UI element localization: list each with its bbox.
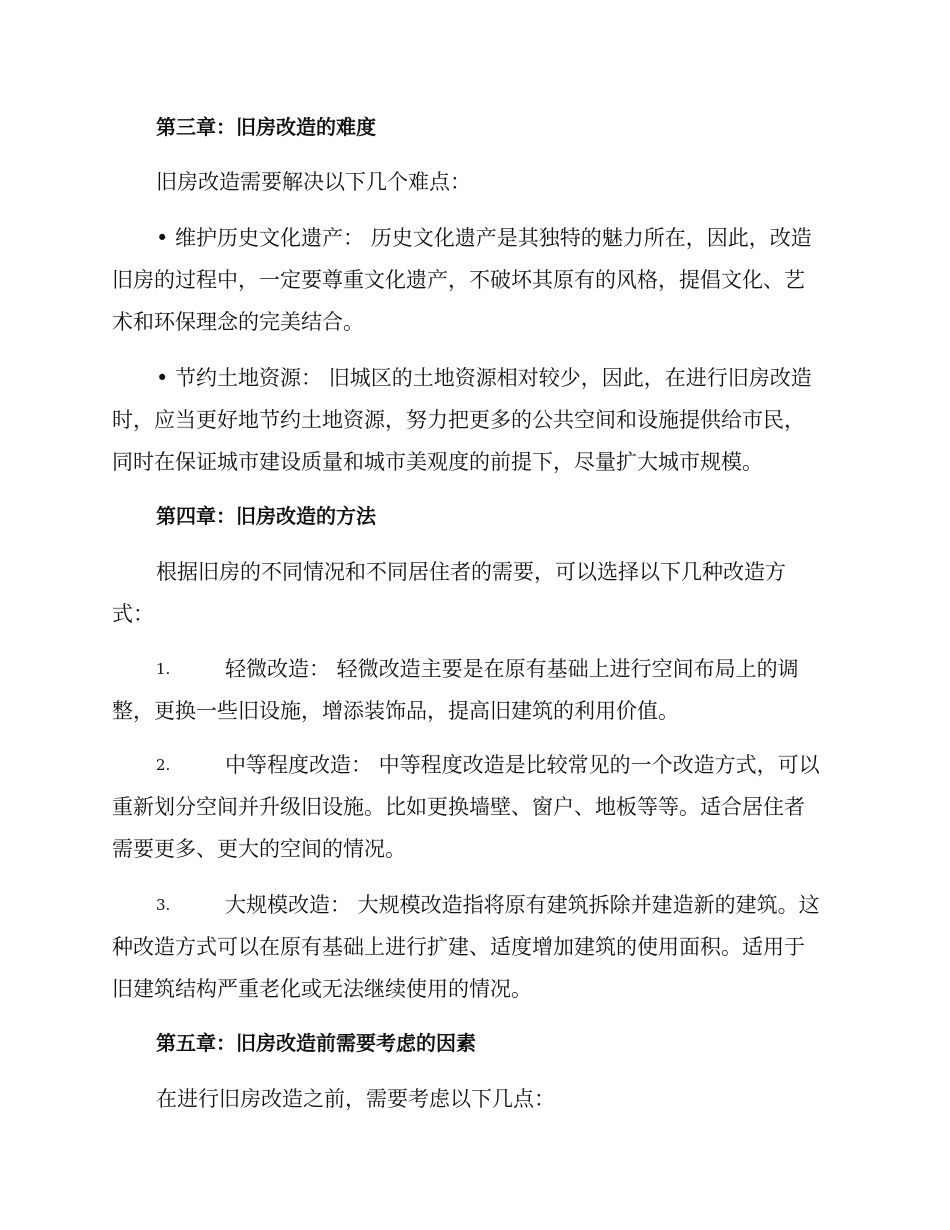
list-item-1-line-1: 轻微改造： 轻微改造主要是在原有基础上进行空间布局上的调 xyxy=(225,657,799,681)
list-item-3-line-1: 大规模改造： 大规模改造指将原有建筑拆除并建造新的建筑。这 xyxy=(225,893,820,917)
chapter-3-intro: 旧房改造需要解决以下几个难点： xyxy=(156,170,471,194)
chapter-5-heading: 第五章：旧房改造前需要考虑的因素 xyxy=(156,1031,476,1055)
chapter-3-bullet-1-line-1: • 维护历史文化遗产： 历史文化遗产是其独特的魅力所在，因此，改造 xyxy=(156,226,812,250)
chapter-4-intro-line-1: 根据旧房的不同情况和不同居住者的需要，可以选择以下几种改造方 xyxy=(156,560,786,584)
chapter-3-bullet-2-line-3: 同时在保证城市建设质量和城市美观度的前提下，尽量扩大城市规模。 xyxy=(112,450,763,474)
chapter-3-heading: 第三章：旧房改造的难度 xyxy=(156,115,376,139)
list-item-3-number: 3. xyxy=(156,896,171,914)
list-item-3-line-3: 旧建筑结构严重老化或无法继续使用的情况。 xyxy=(112,977,532,1001)
list-item-1-line-2: 整，更换一些旧设施，增添装饰品，提高旧建筑的利用价值。 xyxy=(112,699,679,723)
chapter-3-bullet-2-line-2: 时，应当更好地节约土地资源，努力把更多的公共空间和设施提供给市民， xyxy=(112,408,805,432)
chapter-3-bullet-1-line-2: 旧房的过程中，一定要尊重文化遗产，不破坏其原有的风格，提倡文化、艺 xyxy=(112,268,805,292)
list-item-2-line-2: 重新划分空间并升级旧设施。比如更换墙壁、窗户、地板等等。适合居住者 xyxy=(112,795,805,819)
chapter-5-intro: 在进行旧房改造之前，需要考虑以下几点： xyxy=(156,1087,555,1111)
chapter-4-intro-line-2: 式： xyxy=(112,602,154,626)
chapter-4-heading: 第四章：旧房改造的方法 xyxy=(156,504,376,528)
list-item-3-line-2: 种改造方式可以在原有基础上进行扩建、适度增加建筑的使用面积。适用于 xyxy=(112,935,805,959)
chapter-3-bullet-1-line-3: 术和环保理念的完美结合。 xyxy=(112,310,364,334)
list-item-1-number: 1. xyxy=(156,660,171,678)
list-item-2-number: 2. xyxy=(156,756,171,774)
chapter-3-bullet-2-line-1: • 节约土地资源： 旧城区的土地资源相对较少，因此，在进行旧房改造 xyxy=(156,366,812,390)
list-item-2-line-1: 中等程度改造： 中等程度改造是比较常见的一个改造方式，可以 xyxy=(225,753,820,777)
list-item-2-line-3: 需要更多、更大的空间的情况。 xyxy=(112,837,406,861)
